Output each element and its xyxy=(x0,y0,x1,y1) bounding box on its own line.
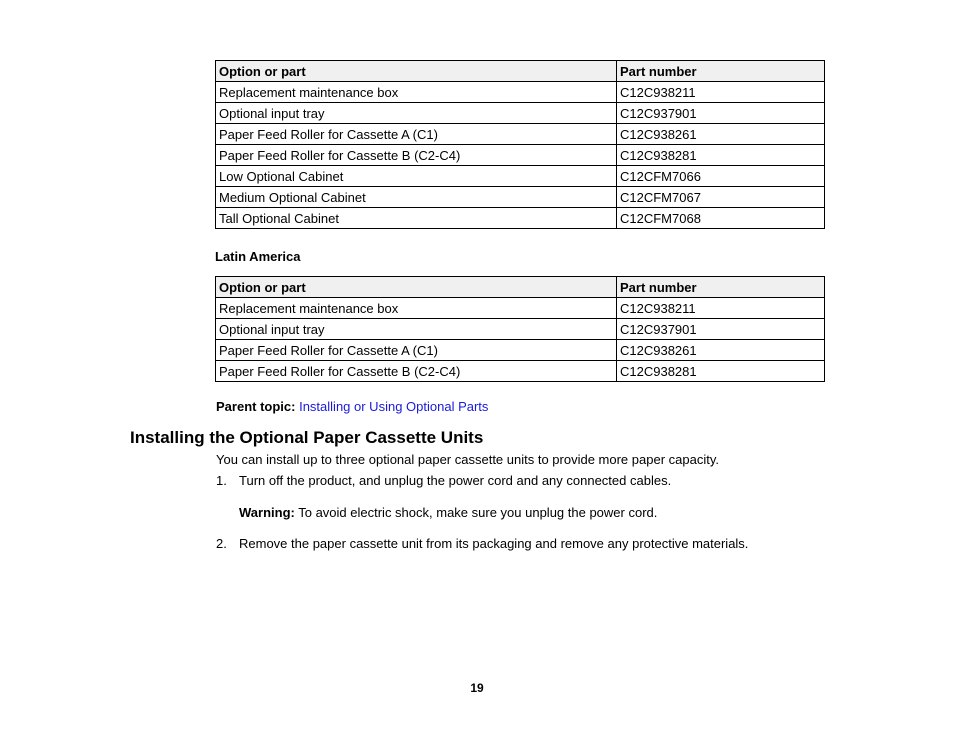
table-row xyxy=(216,124,825,145)
step-text: Turn off the product, and unplug the power cord and any connected cables. xyxy=(239,473,672,488)
table-row xyxy=(216,361,825,382)
table-row xyxy=(216,208,825,229)
section-intro: You can install up to three optional paper cassette units to provide more paper capacity. xyxy=(216,452,719,467)
part-number-cell: C12C937901 xyxy=(617,319,825,340)
part-number-cell: C12C938281 xyxy=(617,361,825,382)
option-cell: Paper Feed Roller for Cassette B (C2-C4) xyxy=(216,145,617,166)
table-row xyxy=(216,340,825,361)
part-number-cell: C12C938261 xyxy=(617,340,825,361)
step-number: 1. xyxy=(216,473,227,488)
warning-note xyxy=(239,505,657,520)
option-cell: Paper Feed Roller for Cassette A (C1) xyxy=(216,340,617,361)
warning-text: To avoid electric shock, make sure you unplug the power cord. xyxy=(298,505,658,520)
option-cell: Paper Feed Roller for Cassette A (C1) xyxy=(216,124,617,145)
table-row xyxy=(216,82,825,103)
option-cell: Optional input tray xyxy=(216,319,617,340)
parent-topic xyxy=(216,399,488,414)
table-row xyxy=(216,166,825,187)
part-number-cell: C12CFM7066 xyxy=(617,166,825,187)
region-heading: Latin America xyxy=(215,249,301,264)
section-title: Installing the Optional Paper Cassette Units xyxy=(130,428,484,447)
option-cell: Medium Optional Cabinet xyxy=(216,187,617,208)
part-number-cell: C12C938261 xyxy=(617,124,825,145)
table-header-row xyxy=(216,61,825,82)
part-number-cell: C12CFM7067 xyxy=(617,187,825,208)
step-text: Remove the paper cassette unit from its packaging and remove any protective materials. xyxy=(239,536,749,551)
table-row xyxy=(216,145,825,166)
parent-topic-link[interactable]: Installing or Using Optional Parts xyxy=(299,399,489,414)
option-cell: Replacement maintenance box xyxy=(216,82,617,103)
table-row xyxy=(216,298,825,319)
option-cell: Low Optional Cabinet xyxy=(216,166,617,187)
step-1 xyxy=(216,473,671,488)
table-row xyxy=(216,319,825,340)
parts-table-primary xyxy=(215,60,825,229)
column-header-part-number: Part number xyxy=(617,61,825,82)
part-number-cell: C12C938281 xyxy=(617,145,825,166)
step-number: 2. xyxy=(216,536,227,551)
part-number-cell: C12C938211 xyxy=(617,298,825,319)
option-cell: Paper Feed Roller for Cassette B (C2-C4) xyxy=(216,361,617,382)
warning-label: Warning: xyxy=(239,505,295,520)
page-number: 19 xyxy=(470,681,484,695)
option-cell: Optional input tray xyxy=(216,103,617,124)
option-cell: Tall Optional Cabinet xyxy=(216,208,617,229)
column-header-part-number: Part number xyxy=(617,277,825,298)
option-cell: Replacement maintenance box xyxy=(216,298,617,319)
part-number-cell: C12CFM7068 xyxy=(617,208,825,229)
part-number-cell: C12C938211 xyxy=(617,82,825,103)
column-header-option: Option or part xyxy=(216,277,617,298)
parent-topic-label: Parent topic: xyxy=(216,399,296,414)
part-number-cell: C12C937901 xyxy=(617,103,825,124)
table-row xyxy=(216,187,825,208)
parts-table-latin-america xyxy=(215,276,825,382)
step-2 xyxy=(216,536,748,551)
table-header-row xyxy=(216,277,825,298)
column-header-option: Option or part xyxy=(216,61,617,82)
table-row xyxy=(216,103,825,124)
